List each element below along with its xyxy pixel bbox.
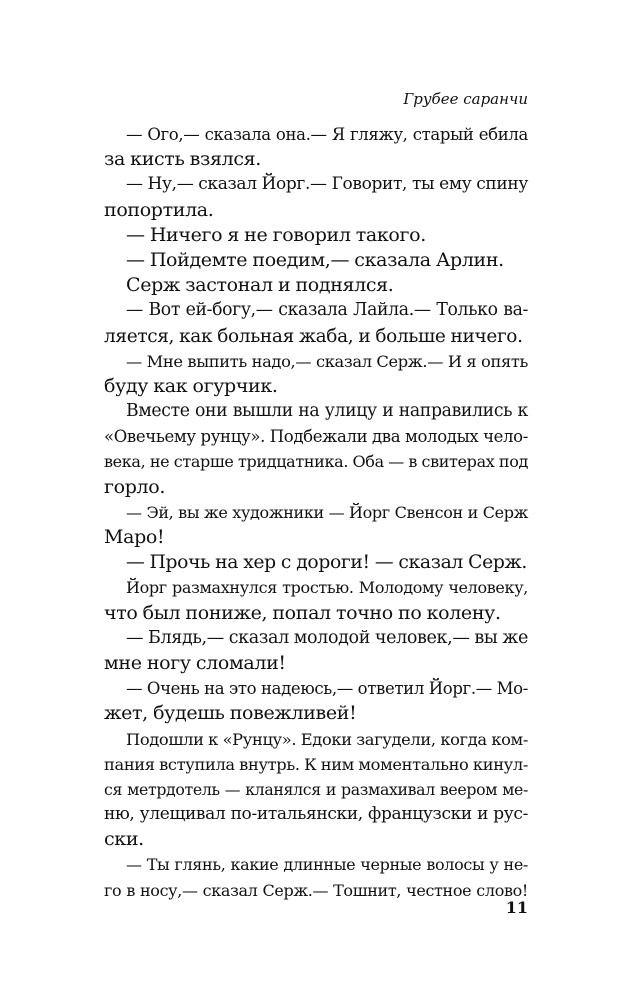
text-line: ню, улещивал по-итальянски, французски и рус- [104, 804, 528, 825]
text-line: ляется, как больная жаба, и больше ничего. [104, 325, 523, 347]
body-text [104, 122, 528, 903]
text-line: — Ого,— сказала она.— Я гляжу, старый ебила [126, 125, 528, 144]
page-number: 11 [505, 898, 528, 917]
text-line: что был пониже, попал точно по колену. [104, 601, 501, 624]
running-head: Грубее саранчи [403, 90, 528, 108]
text-line: Подошли к «Рунцу». Едоки загудели, когда ком- [126, 729, 528, 749]
text-line: — Блядь,— сказал молодой человек,— вы же [126, 627, 528, 648]
text-line: ся метрдотель — кланялся и размахивал веером ме- [104, 779, 528, 799]
text-line: буду как огурчик. [104, 374, 278, 397]
text-line: Йорг размахнулся тростью. Молодому человеку, [126, 578, 528, 598]
text-line: попортила. [104, 198, 214, 221]
text-line: — Мне выпить надо,— сказал Серж.— И я опять [126, 351, 528, 371]
text-line: Серж застонал и поднялся. [126, 274, 394, 297]
text-line: — Ну,— сказал Йорг.— Говорит, ты ему спину [126, 174, 528, 195]
text-line: Вместе они вышли на улицу и направились к [126, 401, 528, 422]
text-line: — Ничего я не говорил такого. [126, 223, 426, 246]
text-line: — Очень на это надеюсь,— ответил Йорг.— Мо- [126, 679, 528, 699]
text-line: — Вот ей-богу,— сказала Лайла.— Только ва- [126, 300, 528, 321]
text-line: го в носу,— сказал Серж.— Тошнит, честное слово! [104, 880, 528, 900]
text-line: Маро! [104, 526, 165, 548]
text-line: за кисть взялся. [104, 148, 261, 171]
text-line: пания вступила внутрь. К ним моментально кинул- [104, 754, 528, 774]
text-line: мне ногу сломали! [104, 651, 286, 674]
text-line: — Прочь на хер с дороги! — сказал Серж. [126, 552, 527, 574]
text-line: — Ты глянь, какие длинные черные волосы у не- [126, 855, 528, 875]
text-line: — Эй, вы же художники — Йорг Свенсон и Серж [126, 502, 528, 522]
text-line: ски. [104, 828, 144, 851]
text-line: века, не старше тридцатника. Оба — в свитерах под [104, 452, 528, 472]
text-line: — Пойдемте поедим,— сказала Арлин. [126, 248, 504, 271]
text-line: горло. [104, 475, 166, 498]
text-line: «Овечьему рунцу». Подбежали два молодых чело- [104, 427, 528, 447]
text-line: жет, будешь повежливей! [104, 702, 357, 725]
